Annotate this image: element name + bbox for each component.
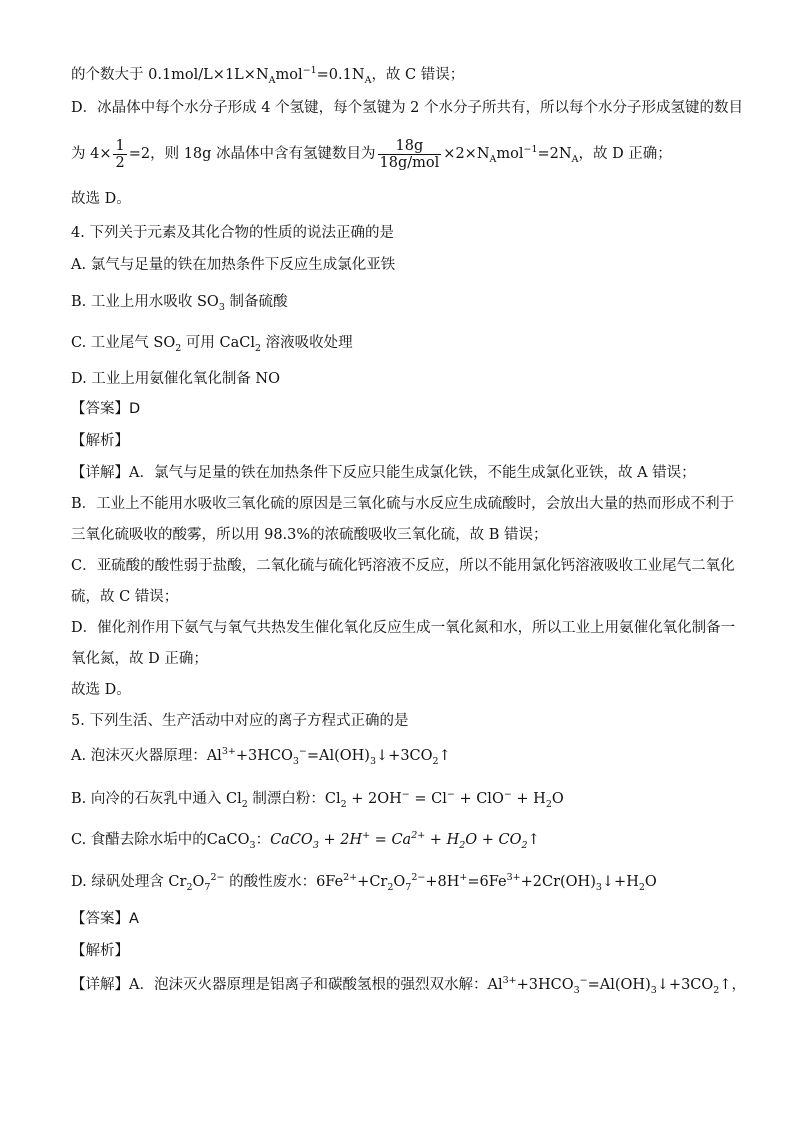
detail-4-a: 【详解】A．氯气与足量的铁在加热条件下反应只能生成氯化铁，不能生成氯化亚铁，故 A 错误； [71, 465, 696, 481]
analysis-5-label: 【解析】 [71, 943, 129, 959]
answer-4: 【答案】D [71, 401, 141, 417]
answer-5: 【答案】A [71, 911, 139, 927]
text-line-1: 的个数大于 $0.1mol/L\times 1L\times N_Amol^{-1}=0.1N_A$，故 C 错误； [71, 65, 465, 86]
detail-4-b-line1: B．工业上不能用水吸收三氧化硫的原因是三氧化硫与水反应生成硫酸时，会放出大量的热而形成不利于 [71, 496, 735, 512]
text-line-4: 故选 D。 [71, 191, 131, 207]
fraction-18g-over-molar-mass: $\frac{18g}{\text{18g/mol}}$ [379, 137, 440, 171]
question-5-stem: 5. 下列生活、生产活动中对应的离子方程式正确的是 [71, 713, 409, 729]
question-5-option-b: B. 向冷的石灰乳中通入 $Cl_2$ 制漂白粉：$Cl_2 + 2OH^- = Cl^- + ClO^- + H_2O$ [71, 789, 564, 810]
text-line-3-with-fractions: 为 4× $\frac{1}{2}$ =2，则 18g 冰晶体中含有氢键数目为 $\frac{18g}{\text{18g/mol}}$ $\times 2\times N_Amol^{-1}=2N_A$，故 D 正确； [71, 137, 672, 171]
analysis-4-label: 【解析】 [71, 433, 129, 449]
question-5-option-d: D. 绿矾处理含 $Cr_2O_7^{2-}$ 的酸性废水：$6Fe^{2+}+Cr_2O_7^{2-}+8H^+=6Fe^{3+}+2Cr(OH)_3↓+H_2O$ [71, 872, 657, 893]
question-4-option-d: D. 工业上用氨催化氧化制备 NO [71, 371, 281, 387]
detail-5-a: 【详解】A．泡沫灭火器原理是铝离子和碳酸氢根的强烈双水解：$Al^{3+}+3HCO_3^-=Al(OH)_3↓+3CO_2↑$， [71, 975, 746, 996]
question-4-option-a: A. 氯气与足量的铁在加热条件下反应生成氯化亚铁 [71, 257, 396, 273]
question-4-stem: 4. 下列关于元素及其化合物的性质的说法正确的是 [71, 225, 394, 241]
text-line-2: D．冰晶体中每个水分子形成 4 个氢键，每个氢键为 2 个水分子所共有，所以每个水分子形成氢键的数目 [71, 100, 744, 116]
question-4-option-c: C. 工业尾气 $SO_2$ 可用 CaCl$_2$ 溶液吸收处理 [71, 335, 353, 354]
question-4-option-b: B. 工业上用水吸收 $SO_3$ 制备硫酸 [71, 294, 288, 313]
detail-4-c-line1: C．亚硫酸的酸性弱于盐酸，二氧化硫与硫化钙溶液不反应，所以不能用氯化钙溶液吸收工业尾气二氧化 [71, 558, 735, 574]
question-5-option-c: C. 食醋去除水垢中的CaCO$_3$：CaCO$_3$ + $2H^+ = Ca^{2+} + H_2O$ + $CO_2↑$ [71, 830, 540, 851]
fraction-one-half: $\frac{1}{2}$ [115, 137, 125, 171]
question-5-option-a: A. 泡沫灭火器原理：$Al^{3+}+3HCO_3^-=Al(OH)_3↓+3CO_2↑$ [71, 746, 451, 767]
detail-4-d-line1: D．催化剂作用下氨气与氧气共热发生催化氧化反应生成一氧化氮和水，所以工业上用氨催化氧化制备一 [71, 620, 736, 636]
detail-4-c-line2: 硫，故 C 错误； [71, 589, 179, 605]
detail-4-conclusion: 故选 D。 [71, 682, 131, 698]
detail-4-b-line2: 三氧化硫吸收的酸雾，所以用 98.3%的浓硫酸吸收三氧化硫，故 B 错误； [71, 527, 548, 543]
detail-4-d-line2: 氧化氮，故 D 正确； [71, 651, 208, 667]
